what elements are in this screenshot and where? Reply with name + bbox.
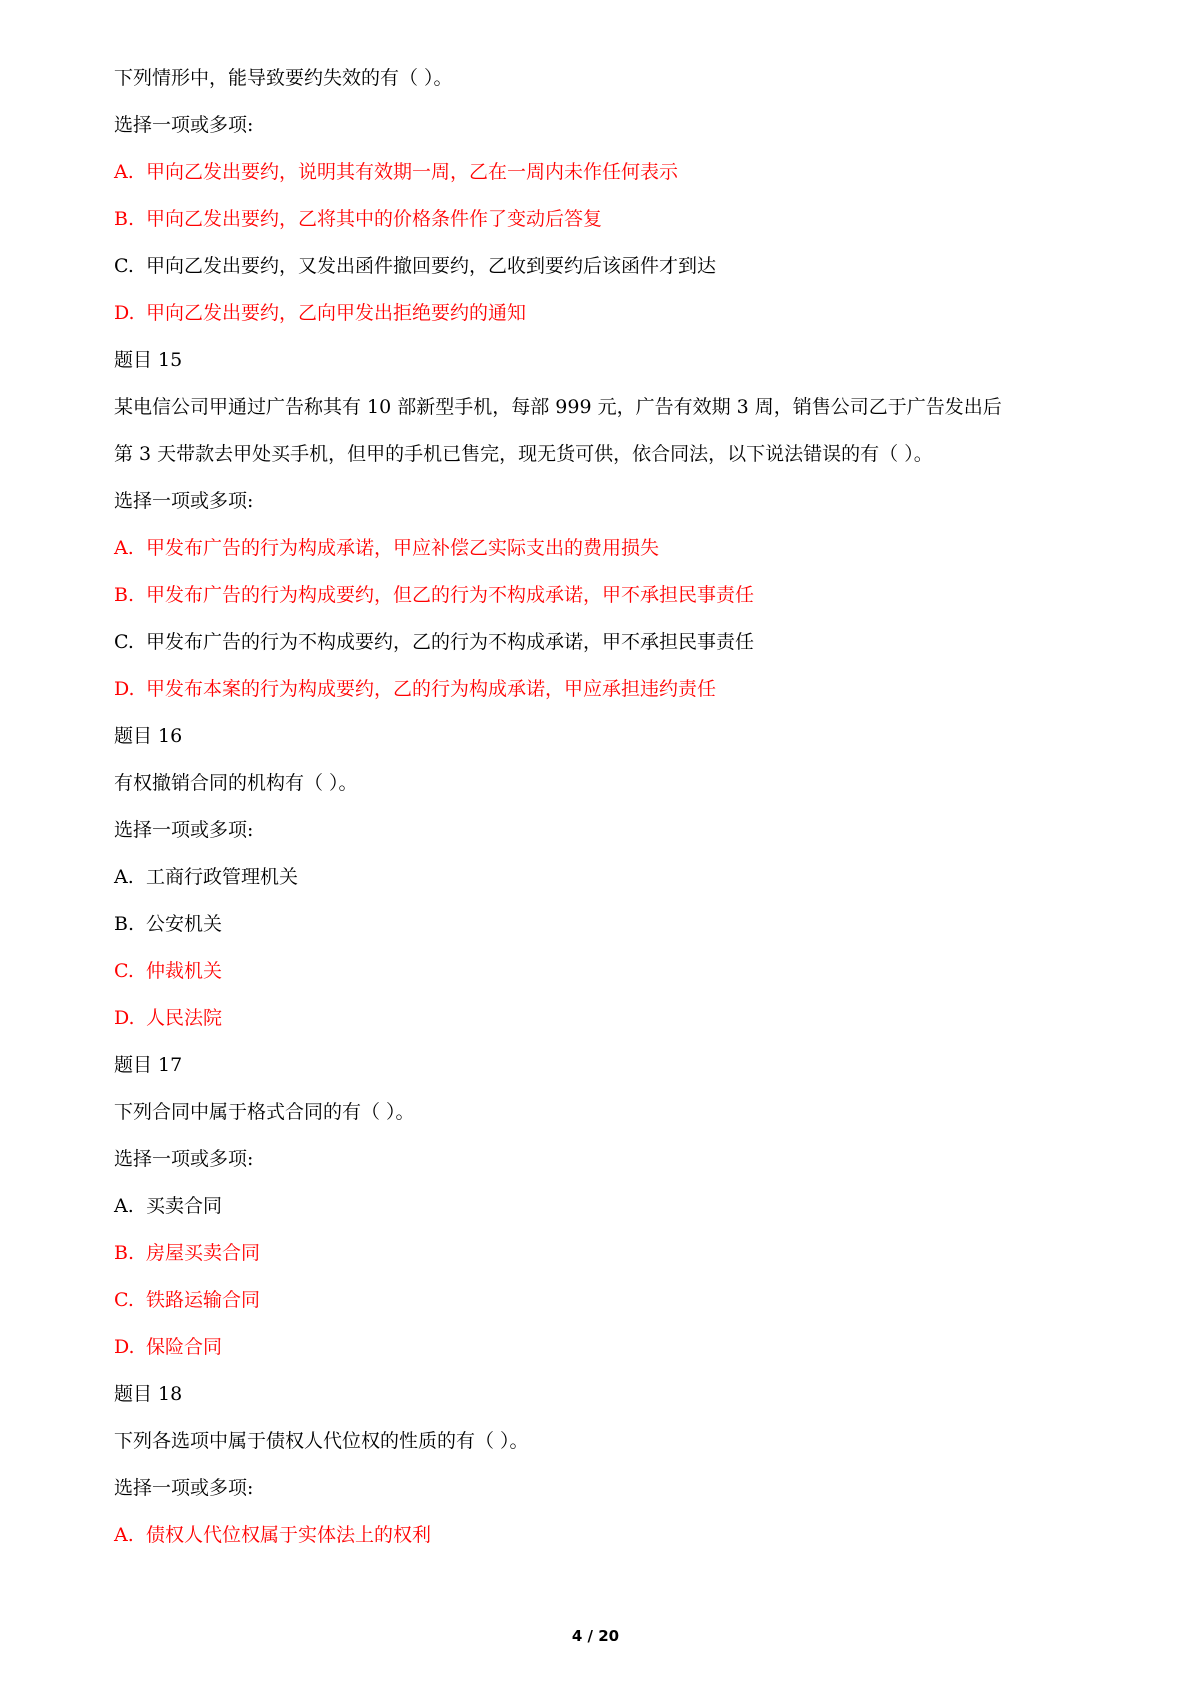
option-text: 甲发布本案的行为构成要约，乙的行为构成承诺，甲应承担违约责任 — [146, 678, 717, 700]
option-text: 甲向乙发出要约，乙向甲发出拒绝要约的通知 — [146, 302, 527, 324]
q14-stem: 下列情形中，能导致要约失效的有（ ）。 — [114, 67, 453, 89]
q16-option-a — [114, 865, 1094, 890]
option-letter: D. — [114, 678, 135, 700]
option-text: 债权人代位权属于实体法上的权利 — [146, 1524, 432, 1546]
q14-option-c — [114, 254, 1094, 279]
q15-stem — [114, 384, 1094, 478]
q14-option-d — [114, 301, 1094, 326]
q17-title: 题目 17 — [114, 1054, 183, 1076]
q17-option-c — [114, 1288, 1094, 1313]
q14-prompt: 选择一项或多项: — [114, 114, 254, 136]
option-letter: B. — [114, 1242, 135, 1264]
option-text: 人民法院 — [146, 1007, 223, 1029]
q16-option-c — [114, 959, 1094, 984]
document-body — [114, 66, 1094, 1570]
option-text: 房屋买卖合同 — [146, 1242, 261, 1264]
option-text: 铁路运输合同 — [146, 1289, 261, 1311]
option-text: 甲发布广告的行为构成承诺，甲应补偿乙实际支出的费用损失 — [146, 537, 660, 559]
q16-stem: 有权撤销合同的机构有（ ）。 — [114, 772, 358, 794]
q17-prompt: 选择一项或多项: — [114, 1148, 254, 1170]
q15-prompt: 选择一项或多项: — [114, 490, 254, 512]
option-text: 买卖合同 — [146, 1195, 223, 1217]
option-text: 甲发布广告的行为不构成要约，乙的行为不构成承诺，甲不承担民事责任 — [146, 631, 755, 653]
option-letter: C. — [114, 631, 134, 653]
option-letter: B. — [114, 913, 135, 935]
q14-option-b — [114, 207, 1094, 232]
option-text: 工商行政管理机关 — [146, 866, 299, 888]
q15-option-d — [114, 677, 1094, 702]
option-text: 仲裁机关 — [146, 960, 223, 982]
option-text: 保险合同 — [146, 1336, 223, 1358]
option-text: 公安机关 — [146, 913, 223, 935]
q15-title: 题目 15 — [114, 349, 183, 371]
option-text: 甲发布广告的行为构成要约，但乙的行为不构成承诺，甲不承担民事责任 — [146, 584, 755, 606]
q15-option-a — [114, 536, 1094, 561]
q16-option-b — [114, 912, 1094, 937]
option-letter: B. — [114, 584, 135, 606]
q15-stem-line-2: 第 3 天带款去甲处买手机，但甲的手机已售完，现无货可供，依合同法，以下说法错误的有（ ）。 — [114, 443, 933, 465]
q17-stem: 下列合同中属于格式合同的有（ ）。 — [114, 1101, 415, 1123]
option-letter: A. — [114, 161, 134, 183]
q18-option-a — [114, 1523, 1094, 1548]
q16-prompt: 选择一项或多项: — [114, 819, 254, 841]
option-letter: C. — [114, 1289, 134, 1311]
option-text: 甲向乙发出要约，又发出函件撤回要约，乙收到要约后该函件才到达 — [146, 255, 717, 277]
q14-option-a — [114, 160, 1094, 185]
page-number: 4 / 20 — [571, 1627, 620, 1645]
option-letter: D. — [114, 1336, 135, 1358]
option-letter: C. — [114, 960, 134, 982]
q16-option-d — [114, 1006, 1094, 1031]
q15-option-b — [114, 583, 1094, 608]
option-letter: D. — [114, 1007, 135, 1029]
q18-stem: 下列各选项中属于债权人代位权的性质的有（ ）。 — [114, 1430, 529, 1452]
option-letter: A. — [114, 1524, 134, 1546]
option-letter: A. — [114, 866, 134, 888]
q17-option-d — [114, 1335, 1094, 1360]
option-letter: A. — [114, 537, 134, 559]
q16-title: 题目 16 — [114, 725, 183, 747]
q17-option-b — [114, 1241, 1094, 1266]
q18-prompt: 选择一项或多项: — [114, 1477, 254, 1499]
option-letter: A. — [114, 1195, 134, 1217]
option-letter: C. — [114, 255, 134, 277]
option-letter: B. — [114, 208, 135, 230]
option-text: 甲向乙发出要约，说明其有效期一周，乙在一周内未作任何表示 — [146, 161, 679, 183]
option-text: 甲向乙发出要约，乙将其中的价格条件作了变动后答复 — [146, 208, 603, 230]
q18-title: 题目 18 — [114, 1383, 183, 1405]
q17-option-a — [114, 1194, 1094, 1219]
option-letter: D. — [114, 302, 135, 324]
q15-option-c — [114, 630, 1094, 655]
q15-stem-line-1: 某电信公司甲通过广告称其有 10 部新型手机，每部 999 元，广告有效期 3 周，销售公司乙于广告发出后 — [114, 396, 1002, 418]
